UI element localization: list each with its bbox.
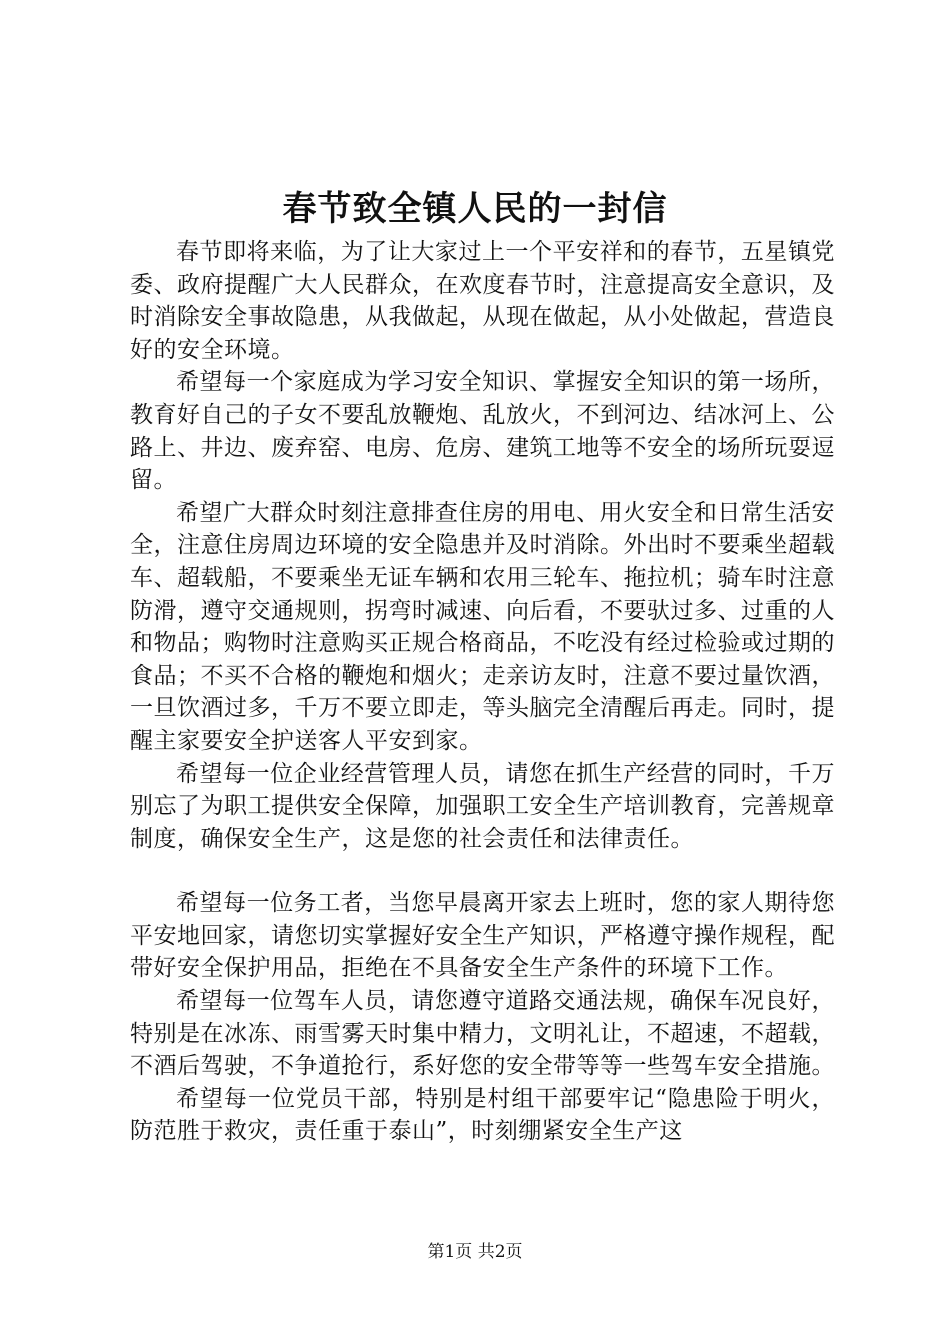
- paragraph-intro: 春节即将来临，为了让大家过上一个平安祥和的春节，五星镇党委、政府提醒广大人民群众，在欢度春节时，注意提高安全意识，及时消除安全事故隐患，从我做起，从现在做起，从小处做起，营造良好的安全环境。: [130, 239, 835, 363]
- paragraph-family: 希望每一个家庭成为学习安全知识、掌握安全知识的第一场所，教育好自己的子女不要乱放鞭炮、乱放火，不到河边、结冰河上、公路上、井边、废弃窑、电房、危房、建筑工地等不安全的场所玩耍逗留。: [130, 369, 835, 494]
- paragraph-enterprise: 希望每一位企业经营管理人员，请您在抓生产经营的同时，千万别忘了为职工提供安全保障，加强职工安全生产培训教育，完善规章制度，确保安全生产，这是您的社会责任和法律责任。: [130, 760, 835, 852]
- paragraph-workers: 希望每一位务工者，当您早晨离开家去上班时，您的家人期待您平安地回家，请您切实掌握好安全生产知识，严格遵守操作规程，配带好安全保护用品，拒绝在不具备安全生产条件的环境下工作。: [130, 890, 835, 982]
- document-body: [130, 236, 835, 1148]
- page-number-footer: 第1页 共2页: [427, 1242, 523, 1262]
- paragraph-public: 希望广大群众时刻注意排查住房的用电、用火安全和日常生活安全，注意住房周边环境的安全隐患并及时消除。外出时不要乘坐超载车、超载船，不要乘坐无证车辆和农用三轮车、拖拉机；骑车时注意防滑，遵守交通规则，拐弯时减速、向后看，不要驮过多、过重的人和物品；购物时注意购买正规合格商品，不吃没有经过检验或过期的食品；不买不合格的鞭炮和烟火；走亲访友时，注意不要过量饮酒，一旦饮酒过多，千万不要立即走，等头脑完全清醒后再走。同时，提醒主家要安全护送客人平安到家。: [130, 499, 835, 754]
- paragraph-drivers: 希望每一位驾车人员，请您遵守道路交通法规，确保车况良好，特别是在冰冻、雨雪雾天时集中精力，文明礼让，不超速，不超载，不酒后驾驶，不争道抢行，系好您的安全带等等一些驾车安全措施。: [130, 988, 835, 1080]
- paragraph-party-members: 希望每一位党员干部，特别是村组干部要牢记“隐患险于明火，防范胜于救灾，责任重于泰山”，时刻绷紧安全生产这: [130, 1085, 835, 1145]
- document-title: 春节致全镇人民的一封信: [282, 189, 668, 229]
